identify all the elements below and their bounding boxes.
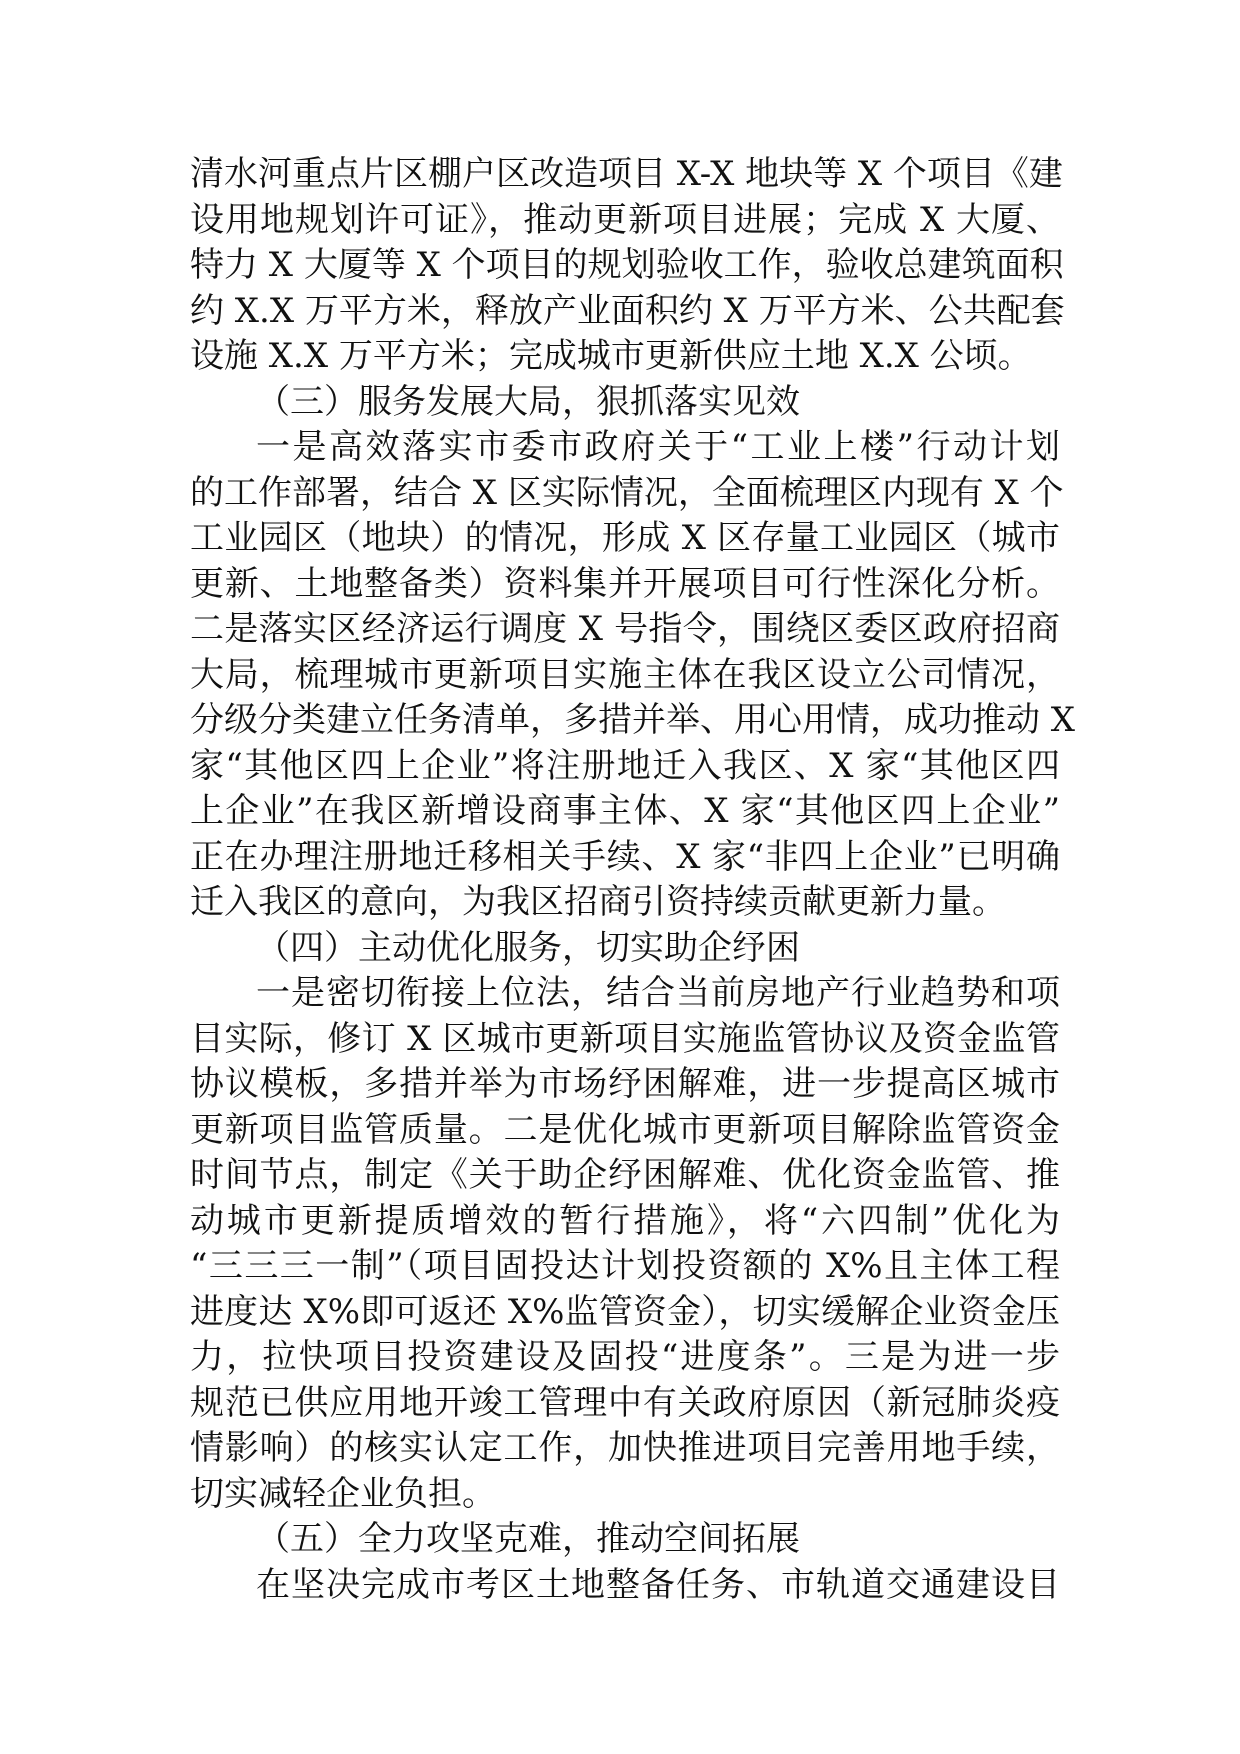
body-text-line: 更新、土地整备类）资料集并开展项目可行性深化分析。	[190, 563, 1060, 604]
body-text-line: 力，拉快项目投资建设及固投“进度条”。三是为进一步	[190, 1337, 1060, 1377]
section-heading: （三）服务发展大局，狠抓落实见效	[256, 381, 800, 422]
body-text-line: 正在办理注册地迁移相关手续、X 家“非四上企业”已明确	[190, 836, 1060, 877]
body-text-line: 时间节点，制定《关于助企纾困解难、优化资金监管、推	[190, 1155, 1060, 1195]
body-text-line: 设施 X.X 万平方米；完成城市更新供应土地 X.X 公顷。	[190, 336, 1032, 376]
body-text-line: 动城市更新提质增效的暂行措施》，将“六四制”优化为	[190, 1200, 1060, 1241]
body-text-line: 一是高效落实市委市政府关于“工业上楼”行动计划	[256, 427, 1060, 467]
body-text-line: 约 X.X 万平方米，释放产业面积约 X 万平方米、公共配套	[190, 290, 1065, 331]
para-3	[190, 425, 1076, 926]
body-text-line: 分级分类建立任务清单，多措并举、用心用情，成功推动 X	[190, 700, 1076, 740]
heading-4	[190, 926, 1060, 972]
body-text-line: 上企业”在我区新增设商事主体、X 家“其他区四上企业”	[190, 791, 1060, 831]
body-text-line: “三三三一制”（项目固投达计划投资额的 X%且主体工程	[190, 1246, 1060, 1286]
para-5	[190, 1563, 1060, 1609]
body-text-line: 工业园区（地块）的情况，形成 X 区存量工业园区（城市	[190, 518, 1060, 558]
body-text-line: 设用地规划许可证》，推动更新项目进展；完成 X 大厦、	[190, 199, 1060, 240]
body-text-line: 切实减轻企业负担。	[190, 1473, 496, 1514]
document-page	[190, 152, 1076, 1608]
body-text-line: 家“其他区四上企业”将注册地迁入我区、X 家“其他区四	[190, 745, 1060, 786]
body-text-line: 情影响）的核实认定工作，加快推进项目完善用地手续，	[190, 1428, 1060, 1468]
body-text-line: 的工作部署，结合 X 区实际情况，全面梳理区内现有 X 个	[190, 472, 1064, 513]
body-text-line: 在坚决完成市考区土地整备任务、市轨道交通建设目	[256, 1564, 1060, 1605]
body-text-line: 协议模板，多措并举为市场纾困解难，进一步提高区城市	[190, 1064, 1060, 1104]
section-heading: （四）主动优化服务，切实助企纾困	[256, 927, 800, 968]
body-text-line: 一是密切衔接上位法，结合当前房地产行业趋势和项	[256, 973, 1060, 1013]
body-text-line: 二是落实区经济运行调度 X 号指令，围绕区委区政府招商	[190, 609, 1060, 649]
body-text-line: 更新项目监管质量。二是优化城市更新项目解除监管资金	[190, 1109, 1060, 1150]
body-text-line: 规范已供应用地开竣工管理中有关政府原因（新冠肺炎疫	[190, 1382, 1060, 1423]
section-heading: （五）全力攻坚克难，推动空间拓展	[256, 1519, 800, 1559]
body-text-line: 进度达 X%即可返还 X%监管资金），切实缓解企业资金压	[190, 1291, 1060, 1332]
body-text-line: 迁入我区的意向，为我区招商引资持续贡献更新力量。	[190, 882, 1006, 922]
body-text-line: 大局，梳理城市更新项目实施主体在我区设立公司情况，	[190, 654, 1060, 695]
body-text-line: 目实际，修订 X 区城市更新项目实施监管协议及资金监管	[190, 1018, 1060, 1059]
body-text-line: 特力 X 大厦等 X 个项目的规划验收工作，验收总建筑面积	[190, 245, 1064, 285]
body-text-line: 清水河重点片区棚户区改造项目 X-X 地块等 X 个项目《建	[190, 154, 1063, 194]
heading-5	[190, 1517, 1060, 1563]
heading-3	[190, 380, 1060, 426]
para-continuation	[190, 152, 1065, 380]
para-4	[190, 971, 1060, 1517]
